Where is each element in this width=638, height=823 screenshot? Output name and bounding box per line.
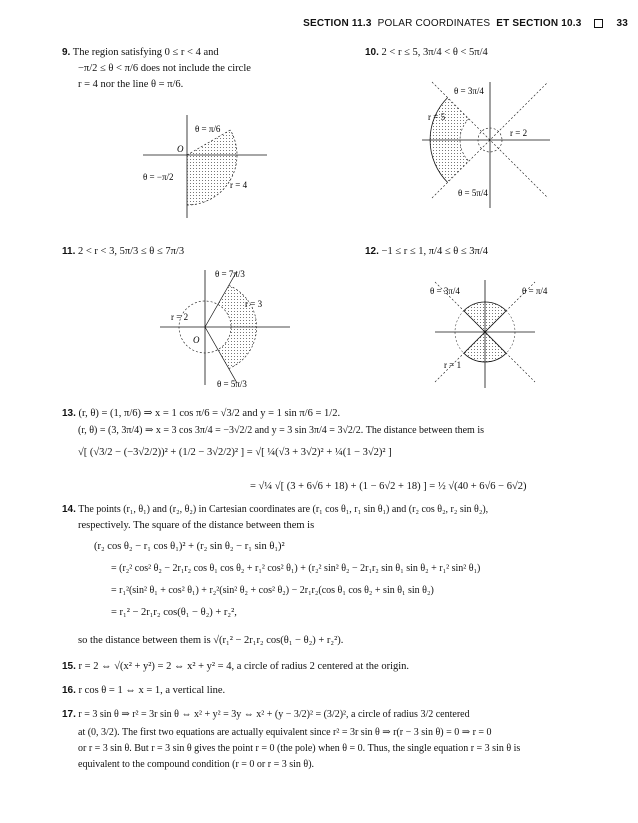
p9-theta-bottom-label: θ = −π/2 (143, 172, 174, 182)
problem-12-line1 (365, 245, 488, 258)
problem-13-line4: = √¼ √[ (3 + 6√6 + 18) + (1 − 6√2 + 18) ] = ½ √(40 + 6√6 − 6√2) (250, 481, 527, 492)
problem-9-text1: The region satisfying 0 ≤ r < 4 and (72, 47, 219, 58)
problem-10-figure (420, 80, 555, 210)
p12-r-label: r = 1 (444, 360, 462, 370)
p9-r-label: r = 4 (230, 180, 248, 190)
p10-theta-bottom-label: θ = 5π/4 (458, 188, 488, 198)
problem-17-line2: at (0, 3/2). The first two equations are actually equivalent since r² = 3r sin θ ⇒ r(r − 3 sin θ) = 0 ⇒ r = 0 (78, 727, 492, 738)
problem-10-text1: 2 < r ≤ 5, 3π/4 < θ < 5π/4 (381, 47, 488, 58)
square-icon (594, 19, 603, 28)
problem-14-line4: = (r₂² cos² θ₂ − 2r₁r₂ cos θ₁ cos θ₂ + r₁² cos² θ₁) + (r₂² sin² θ₂ − 2r₁r₂ sin θ₁ sin θ₂ + r₁² sin² θ₁) (111, 563, 481, 574)
problem-14-text1: The points (r₁, θ₁) and (r₂, θ₂) in Cartesian coordinates are (r₁ cos θ₁, r₁ sin θ₁) and (r₂ cos θ₂, r₂ sin θ₂), (78, 504, 489, 515)
problem-13-number: 13. (62, 408, 76, 419)
problem-12-figure (410, 270, 560, 390)
problem-14-number: 14. (62, 504, 76, 515)
p10-r-outer-label: r = 5 (428, 112, 446, 122)
problem-11-number: 11. (62, 246, 76, 257)
p9-theta-top-label: θ = π/6 (195, 124, 221, 134)
problem-9-figure (135, 110, 275, 220)
problem-11-line1 (62, 245, 184, 258)
problem-17-line3: or r = 3 sin θ. But r = 3 sin θ gives the point r = 0 (the pole) when θ = 0. Thus, the single equation r = 3 sin θ is (78, 743, 521, 754)
p12-theta-right-label: θ = π/4 (522, 286, 548, 296)
problem-15-number: 15. (62, 661, 76, 672)
problem-16-text1: r cos θ = 1 ⇔ x = 1, a vertical line. (78, 685, 226, 696)
problem-11-figure (155, 265, 295, 390)
problem-16-line1 (62, 684, 225, 697)
problem-14-line6: = r₁² − 2r₁r₂ cos(θ₁ − θ₂) + r₂², (111, 607, 237, 618)
problem-14-line7: so the distance between them is √(r₁² − 2r₁r₂ cos(θ₁ − θ₂) + r₂²). (78, 635, 344, 646)
problem-15-line1 (62, 660, 409, 673)
problem-9-line1 (62, 46, 219, 59)
problem-9-line3: r = 4 nor the line θ = π/6. (78, 79, 184, 90)
et-section-label: ET SECTION 10.3 (496, 18, 582, 29)
problem-14-line2: respectively. The square of the distance between them is (78, 520, 315, 531)
problem-12-text1: −1 ≤ r ≤ 1, π/4 ≤ θ ≤ 3π/4 (381, 246, 488, 257)
problem-13-line3: √[ (√3/2 − (−3√2/2))² + (1/2 − 3√2/2)² ] = √[ ¼(√3 + 3√2)² + ¼(1 − 3√2)² ] (78, 447, 392, 458)
problem-14-line5: = r₁²(sin² θ₁ + cos² θ₁) + r₂²(sin² θ₂ + cos² θ₂) − 2r₁r₂(cos θ₁ cos θ₂ + sin θ₁ sin θ₂) (111, 585, 434, 596)
p11-origin-label: O (193, 335, 200, 345)
problem-10-line1 (365, 46, 488, 59)
problem-14-line3: (r₂ cos θ₂ − r₁ cos θ₁)² + (r₂ sin θ₂ − r₁ sin θ₁)² (94, 541, 285, 552)
problem-11-text1: 2 < r < 3, 5π/3 ≤ θ ≤ 7π/3 (77, 246, 185, 257)
problem-12-number: 12. (365, 246, 379, 257)
problem-13-text1: (r, θ) = (1, π/6) ⇒ x = 1 cos π/6 = √3/2 and y = 1 sin π/6 = 1/2. (78, 408, 341, 419)
p10-r-inner-label: r = 2 (510, 128, 528, 138)
section-title: POLAR COORDINATES (377, 18, 491, 29)
problem-13-line1 (62, 407, 340, 420)
p11-theta-bottom-label: θ = 5π/3 (217, 379, 247, 389)
p11-r-inner-label: r = 2 (171, 312, 189, 322)
p10-theta-top-label: θ = 3π/4 (454, 86, 484, 96)
section-label: SECTION 11.3 (303, 18, 372, 29)
p9-origin-label: O (177, 144, 184, 154)
problem-17-text1: r = 3 sin θ ⇒ r² = 3r sin θ ⇔ x² + y² = 3y ⇔ x² + (y − 3/2)² = (3/2)², a circle of radius 3/2 centered (78, 709, 470, 720)
p12-theta-left-label: θ = 3π/4 (430, 286, 460, 296)
problem-13-line2: (r, θ) = (3, 3π/4) ⇒ x = 3 cos 3π/4 = −3√2/2 and y = 3 sin 3π/4 = 3√2/2. The distance between them is (78, 425, 485, 436)
problem-9-number: 9. (62, 47, 71, 58)
problem-9-line2: −π/2 ≤ θ < π/6 does not include the circle (78, 63, 251, 74)
problem-14-line1 (62, 503, 488, 516)
problem-10-number: 10. (365, 47, 379, 58)
p11-r-outer-label: r = 3 (245, 299, 263, 309)
p11-theta-top-label: θ = 7π/3 (215, 269, 245, 279)
page-number: 33 (616, 18, 628, 29)
problem-17-line4: equivalent to the compound condition (r = 0 or r = 3 sin θ). (78, 759, 315, 770)
problem-17-number: 17. (62, 709, 76, 720)
running-header (303, 18, 628, 29)
problem-16-number: 16. (62, 685, 76, 696)
problem-15-text1: r = 2 ⇔ √(x² + y²) = 2 ⇔ x² + y² = 4, a circle of radius 2 centered at the origin. (78, 661, 410, 672)
problem-17-line1 (62, 708, 470, 721)
